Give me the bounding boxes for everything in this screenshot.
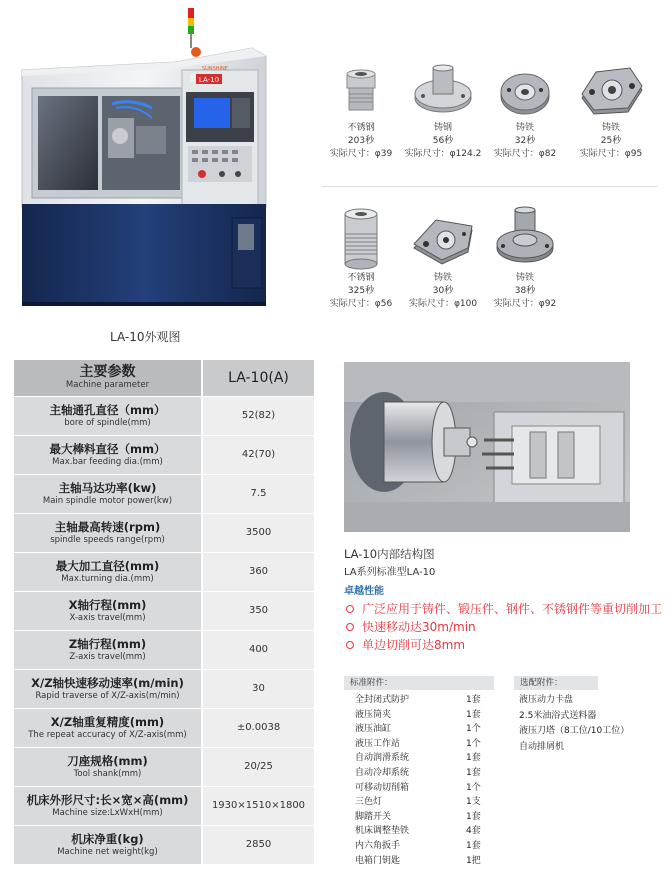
- spec-table-header: [14, 360, 314, 396]
- part-time: 25秒: [600, 136, 622, 146]
- spec-name-en: Max.turning dia.(mm): [61, 573, 154, 584]
- optional-accessories-title: 选配附件：: [514, 676, 598, 690]
- spec-name-en: The repeat accuracy of X/Z-axis(mm): [28, 729, 187, 740]
- accessory-qty: 1套: [466, 840, 481, 851]
- list-item: 2.5米油浴式送料器: [519, 710, 597, 721]
- spec-name-en: Tool shank(mm): [73, 768, 142, 779]
- spec-name-cn: 刀座规格(mm): [67, 753, 148, 768]
- spec-name-cn: 主轴马达功率(kw): [58, 480, 157, 495]
- part-size: 实际尺寸：φ56: [329, 299, 393, 309]
- optional-accessories-list: [519, 693, 629, 755]
- spec-value: 20/25: [202, 747, 314, 786]
- part-material: 不锈钢: [347, 273, 375, 283]
- accessory-name: 电箱门钥匙: [355, 855, 401, 866]
- spec-name-cn: Z轴行程(mm): [68, 636, 147, 651]
- feature-item: [344, 636, 662, 654]
- spec-name-en: Machine size:LxWxH(mm): [52, 807, 163, 818]
- spec-value: 42(70): [202, 435, 314, 474]
- spec-name-en: Machine net weight(kg): [57, 846, 158, 857]
- accessory-name: 三色灯: [355, 797, 383, 808]
- features-title: 卓越性能: [344, 586, 384, 597]
- part-size: 实际尺寸：φ92: [493, 299, 557, 309]
- spec-header-model: LA-10(A): [202, 360, 314, 396]
- model-badge: LA-10: [198, 76, 220, 84]
- table-row: [14, 747, 314, 786]
- spec-name-cn: 主轴最高转速(rpm): [54, 519, 161, 534]
- accessory-qty: 1套: [466, 709, 481, 720]
- spec-header-cn: 主要参数: [79, 363, 136, 380]
- part-material: 铸铁: [433, 273, 452, 283]
- table-row: [14, 435, 314, 474]
- spec-name-cn: 主轴通孔直径（mm）: [49, 402, 166, 417]
- feature-text: 广泛应用于铸件、锻压件、钢件、不锈钢件等重切削加工: [362, 602, 663, 616]
- spec-value: 1930×1510×1800: [202, 786, 314, 825]
- table-row: [14, 630, 314, 669]
- part-material: 铸钢: [433, 123, 452, 133]
- feature-text: 单边切削可达8mm: [362, 638, 466, 652]
- accessory-name: 内六角扳手: [355, 840, 401, 851]
- part-time: 32秒: [514, 136, 536, 146]
- accessory-qty: 1套: [466, 753, 481, 764]
- list-item: [355, 722, 497, 737]
- table-row: [14, 786, 314, 825]
- spec-name-en: bore of spindle(mm): [64, 417, 151, 428]
- spec-header-en: Machine parameter: [65, 379, 150, 390]
- spec-name-cn: X/Z轴重复精度(mm): [50, 714, 165, 729]
- part-card: [480, 204, 570, 311]
- part-card: [316, 62, 406, 161]
- spec-name-en: Rapid traverse of X/Z-axis(m/min): [35, 690, 180, 701]
- spec-value: ±0.0038: [202, 708, 314, 747]
- machine-caption: LA-10外观图: [110, 330, 181, 344]
- spec-name-cn: X轴行程(mm): [68, 597, 147, 612]
- part-time: 30秒: [432, 286, 454, 296]
- spec-name-cn: 机床外形尺寸:长×宽×高(mm): [26, 792, 189, 807]
- list-item: [355, 693, 497, 708]
- accessory-name: 自动冷却系统: [355, 767, 410, 778]
- list-item: [355, 839, 497, 854]
- part-size: 实际尺寸：φ39: [329, 149, 393, 159]
- accessory-name: 自动润滑系统: [355, 753, 410, 764]
- series-caption: LA系列标准型LA-10: [344, 567, 436, 578]
- spec-name-en: Main spindle motor power(kw): [42, 495, 173, 506]
- table-row: [14, 591, 314, 630]
- feature-item: [344, 600, 662, 618]
- accessory-qty: 1套: [466, 811, 481, 822]
- part-card: [398, 204, 488, 311]
- part-material: 铸铁: [515, 273, 534, 283]
- accessory-name: 全封闭式防护: [355, 695, 410, 705]
- table-row: [14, 708, 314, 747]
- part-material: 不锈钢: [347, 123, 375, 133]
- accessory-qty: 1个: [466, 724, 481, 735]
- part-material: 铸铁: [515, 123, 534, 133]
- list-item: [355, 751, 497, 766]
- list-item: 自动排屑机: [519, 741, 565, 752]
- spec-name-en: X-axis travel(mm): [69, 612, 146, 623]
- part-size: 实际尺寸：φ100: [408, 299, 478, 309]
- stainless-bushing-icon: [331, 62, 391, 122]
- accessory-qty: 1支: [466, 797, 481, 808]
- table-row: [14, 669, 314, 708]
- table-row: [14, 396, 314, 435]
- cast-iron-hub-icon: [493, 204, 557, 272]
- spec-value: 2850: [202, 825, 314, 864]
- spec-table: [14, 360, 314, 865]
- part-size: 实际尺寸：φ95: [579, 149, 643, 159]
- accessory-qty: 1套: [466, 695, 481, 705]
- list-item: 液压刀塔（8工位/10工位）: [519, 726, 630, 736]
- parts-divider: [322, 186, 657, 187]
- feature-item: [344, 618, 662, 636]
- part-time: 56秒: [432, 136, 454, 146]
- list-item: [355, 824, 497, 839]
- steel-flange-icon: [411, 62, 475, 122]
- list-item: [355, 766, 497, 781]
- machine-photo: [16, 8, 284, 308]
- cast-iron-plate-icon: [408, 204, 478, 272]
- part-card: [316, 204, 406, 311]
- spec-value: 360: [202, 552, 314, 591]
- interior-photo: [344, 362, 630, 532]
- accessory-name: 液压筒夹: [355, 709, 392, 720]
- part-size: 实际尺寸：φ82: [493, 149, 557, 159]
- spec-name-cn: X/Z轴快速移动速率(m/min): [31, 675, 184, 690]
- part-card: [566, 62, 656, 161]
- spec-name-cn: 最大棒料直径（mm）: [49, 441, 166, 456]
- features-list: [344, 600, 662, 654]
- spec-value: 400: [202, 630, 314, 669]
- interior-caption: LA-10内部结构图: [344, 547, 435, 561]
- part-time: 325秒: [347, 286, 375, 296]
- spec-name-en: Z-axis travel(mm): [69, 651, 146, 662]
- list-item: [355, 795, 497, 810]
- spec-name-cn: 最大加工直径(mm): [55, 558, 160, 573]
- accessory-qty: 1个: [466, 738, 481, 749]
- table-row: [14, 474, 314, 513]
- feature-text: 快速移动达30m/min: [362, 620, 476, 634]
- table-row: [14, 513, 314, 552]
- accessory-qty: 1把: [466, 855, 481, 866]
- part-time: 38秒: [514, 286, 536, 296]
- standard-accessories-list: [355, 693, 497, 868]
- accessory-name: 脚踏开关: [355, 811, 392, 822]
- stainless-threaded-spool-icon: [331, 204, 391, 272]
- accessory-qty: 1个: [466, 782, 481, 793]
- circle-bullet-icon: [346, 605, 354, 613]
- part-size: 实际尺寸：φ124.2: [404, 149, 482, 159]
- brand-logo: SUNSHINE: [202, 66, 228, 72]
- spec-name-en: Max.bar feeding dia.(mm): [52, 456, 163, 467]
- spec-value: 7.5: [202, 474, 314, 513]
- spec-value: 52(82): [202, 396, 314, 435]
- standard-accessories-title: 标准附件：: [344, 676, 494, 690]
- spec-name-en: spindle speeds range(rpm): [50, 534, 165, 545]
- spec-value: 30: [202, 669, 314, 708]
- spec-name-cn: 机床净重(kg): [71, 831, 144, 846]
- list-item: [355, 708, 497, 723]
- table-row: [14, 825, 314, 864]
- accessory-qty: 1套: [466, 767, 481, 778]
- list-item: [355, 854, 497, 869]
- list-item: [355, 737, 497, 752]
- cast-iron-bracket-icon: [576, 62, 646, 122]
- accessory-name: 液压油缸: [355, 724, 392, 735]
- list-item: 液压动力卡盘: [519, 695, 574, 705]
- part-card: [480, 62, 570, 161]
- cast-iron-disc-icon: [495, 62, 555, 122]
- accessory-name: 可移动切削箱: [355, 782, 410, 793]
- circle-bullet-icon: [346, 623, 354, 631]
- table-row: [14, 552, 314, 591]
- list-item: [355, 810, 497, 825]
- accessory-name: 液压工作站: [355, 738, 401, 749]
- accessory-name: 机床调整垫铁: [355, 826, 410, 837]
- circle-bullet-icon: [346, 641, 354, 649]
- part-card: [398, 62, 488, 161]
- part-material: 铸铁: [601, 123, 620, 133]
- list-item: [355, 781, 497, 796]
- part-time: 203秒: [347, 136, 375, 146]
- spec-value: 3500: [202, 513, 314, 552]
- spec-value: 350: [202, 591, 314, 630]
- accessory-qty: 4套: [466, 826, 481, 837]
